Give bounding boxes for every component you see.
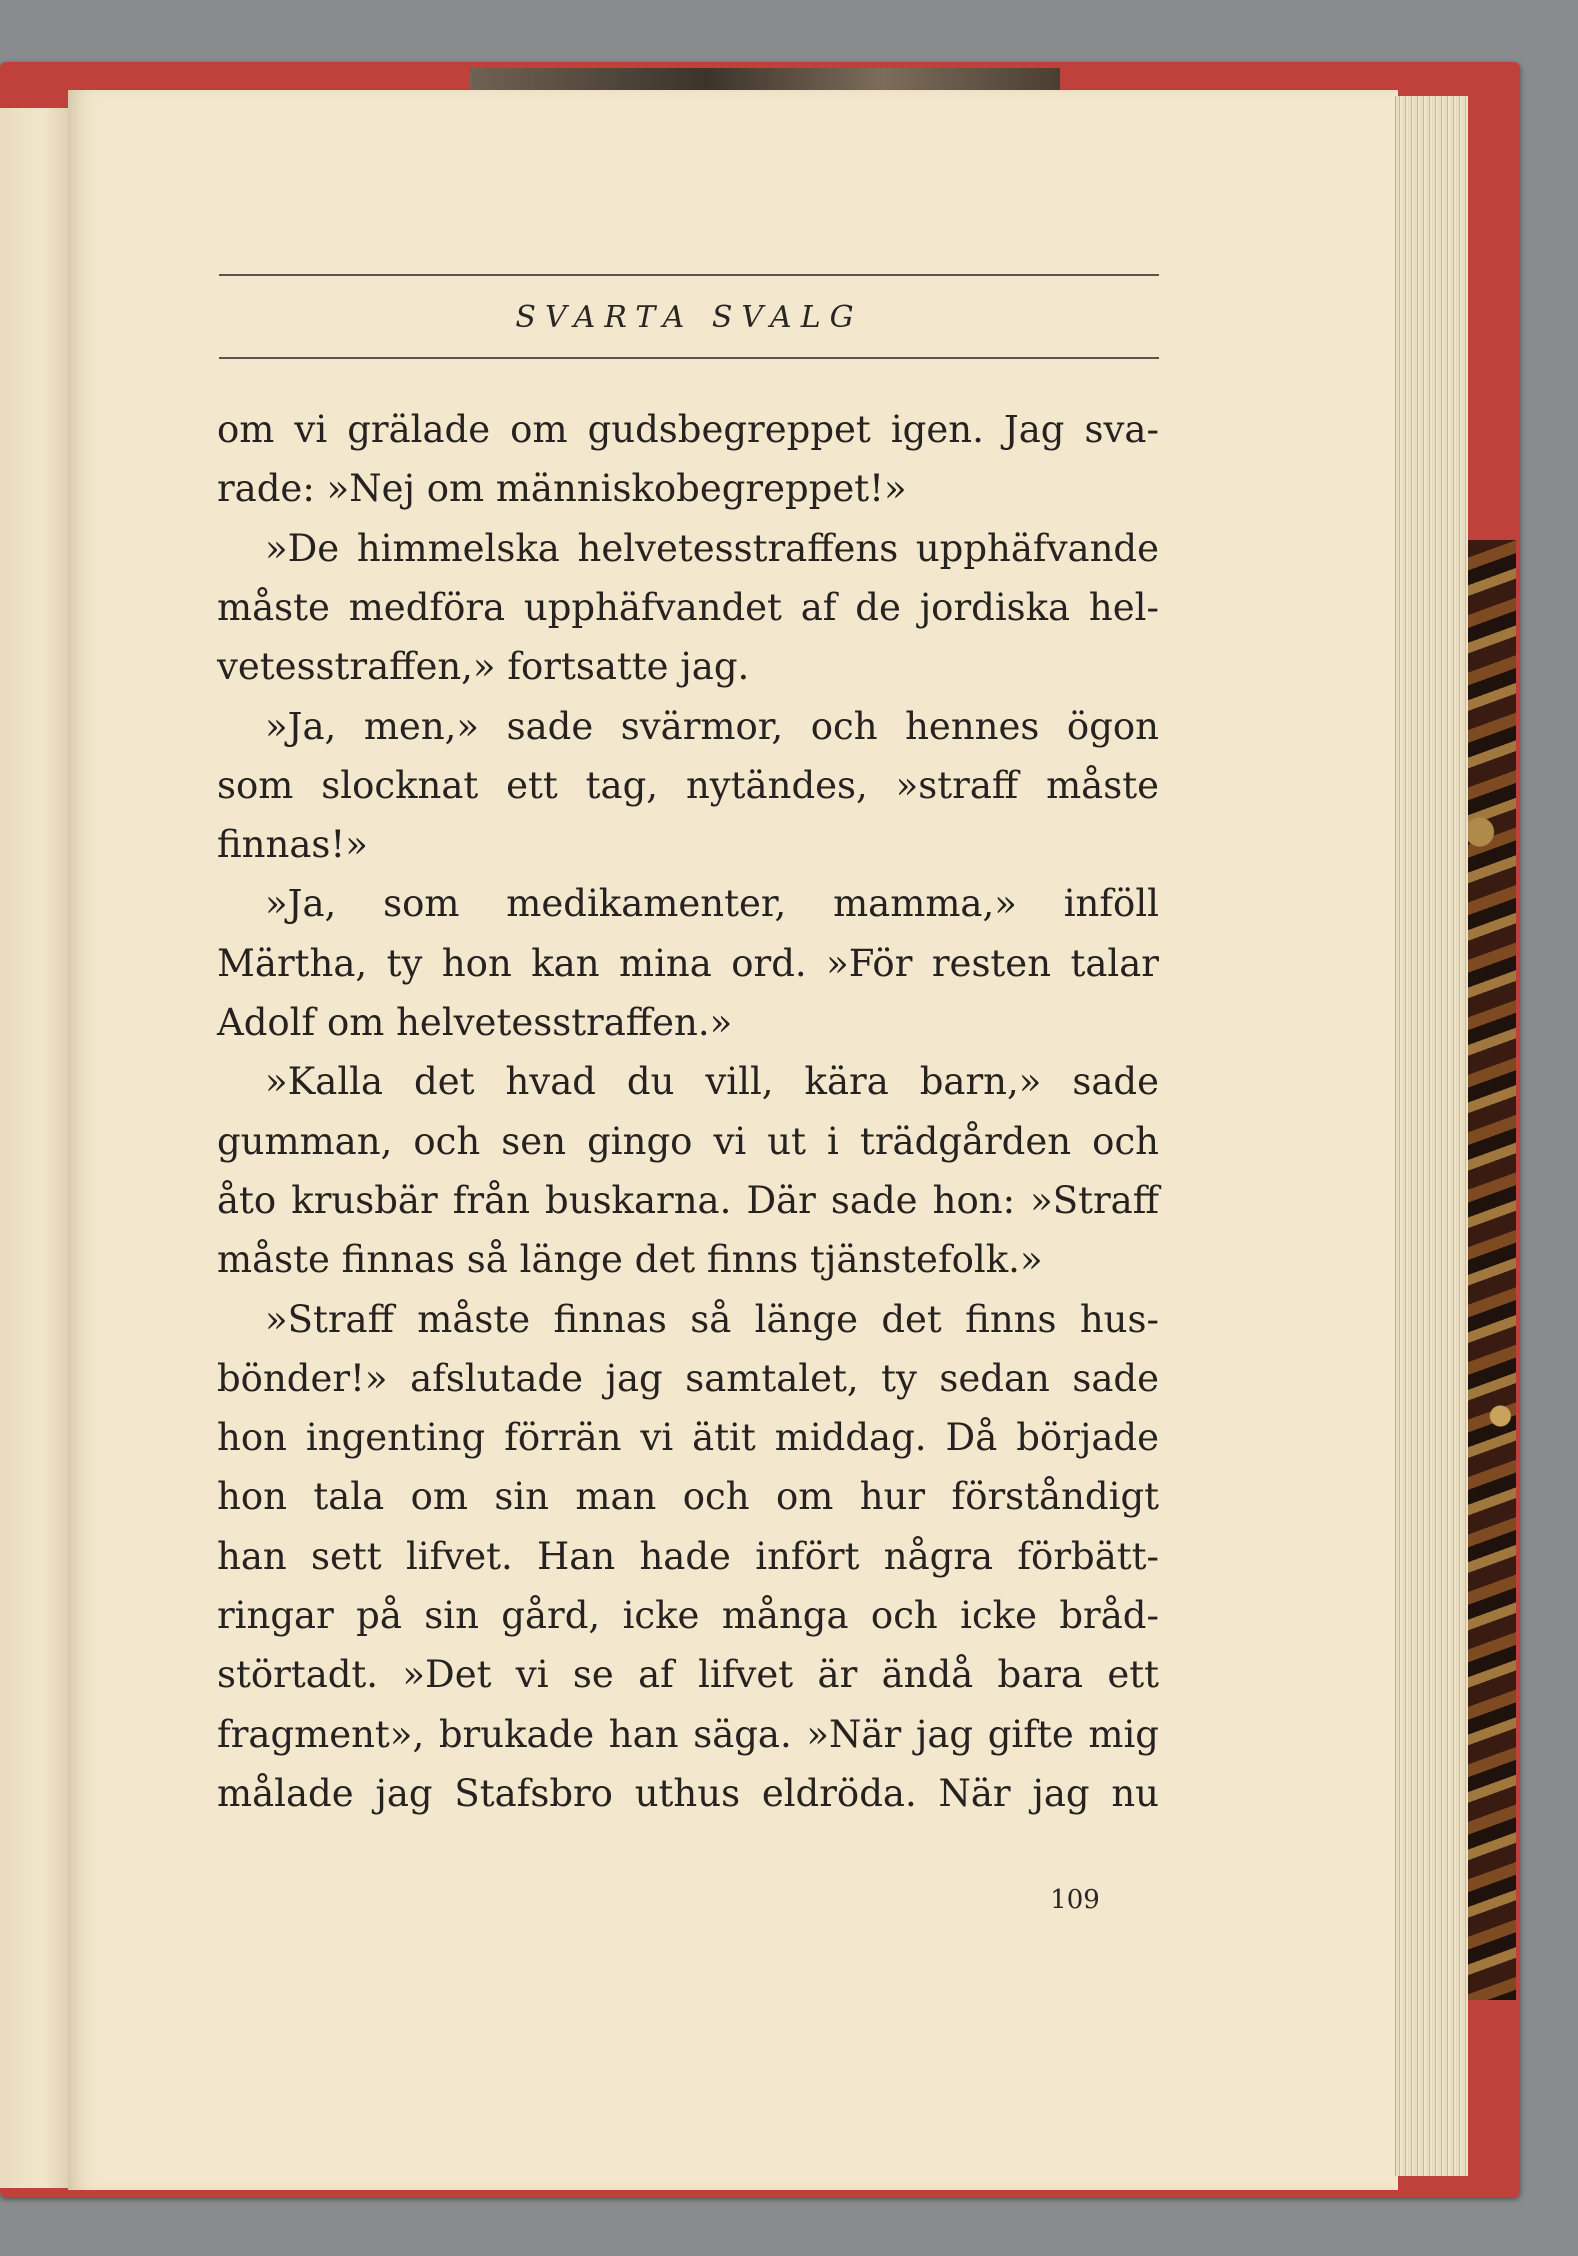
text-line: Märtha, ty hon kan mina ord. »För resten talar [217,941,1159,985]
text-line: »Kalla det hvad du vill, kära barn,» sade [265,1060,1159,1104]
text-line: »Ja, som medikamenter, mamma,» inföll [265,882,1159,926]
header-rule-bottom [219,357,1159,359]
text-line: målade jag Stafsbro uthus eldröda. När jag nu [217,1771,1159,1815]
text-line: »Straff måste finnas så länge det finns hus- [265,1297,1159,1341]
text-line: måste medföra upphäfvandet af de jordiska hel- [217,585,1159,629]
text-line: »Ja, men,» sade svärmor, och hennes ögon [265,704,1159,748]
running-head: SVARTA SVALG [515,300,863,335]
text-line: vetesstraffen,» fortsatte jag. [217,645,750,689]
text-line: störtadt. »Det vi se af lifvet är ändå bara ett [217,1653,1159,1697]
text-line: Adolf om helvetesstraffen.» [217,1001,733,1044]
text-line: som slocknat ett tag, nytändes, »straff måste [217,763,1159,807]
page-block-edge [1395,96,1468,2176]
text-line: måste finnas så länge det finns tjänstefolk.» [217,1238,1043,1282]
text-line: om vi grälade om gudsbegreppet igen. Jag sva- [217,408,1159,451]
text-line: rade: »Nej om människobegreppet!» [217,467,907,511]
text-line: fragment», brukade han säga. »När jag gifte mig [217,1712,1159,1756]
text-line: ringar på sin gård, icke många och icke bråd- [217,1594,1159,1637]
text-line: finnas!» [217,823,368,867]
text-line: åto krusbär från buskarna. Där sade hon: »Straff [217,1178,1159,1222]
text-line: han sett lifvet. Han hade infört några förbätt- [217,1534,1159,1578]
text-line: hon tala om sin man och om hur förståndigt [217,1475,1159,1519]
marbled-endpaper [1464,540,1516,2000]
text-line: bönder!» afslutade jag samtalet, ty sedan sade [217,1356,1159,1400]
text-line: gumman, och sen gingo vi ut i trädgården och [217,1119,1159,1163]
page-number: 109 [1050,1885,1100,1915]
text-line: hon ingenting förrän vi ätit middag. Då började [217,1416,1159,1460]
text-line: »De himmelska helvetesstraffens upphäfvande [265,526,1159,570]
header-rule-top [219,274,1159,276]
facing-page-edge [0,108,70,2188]
